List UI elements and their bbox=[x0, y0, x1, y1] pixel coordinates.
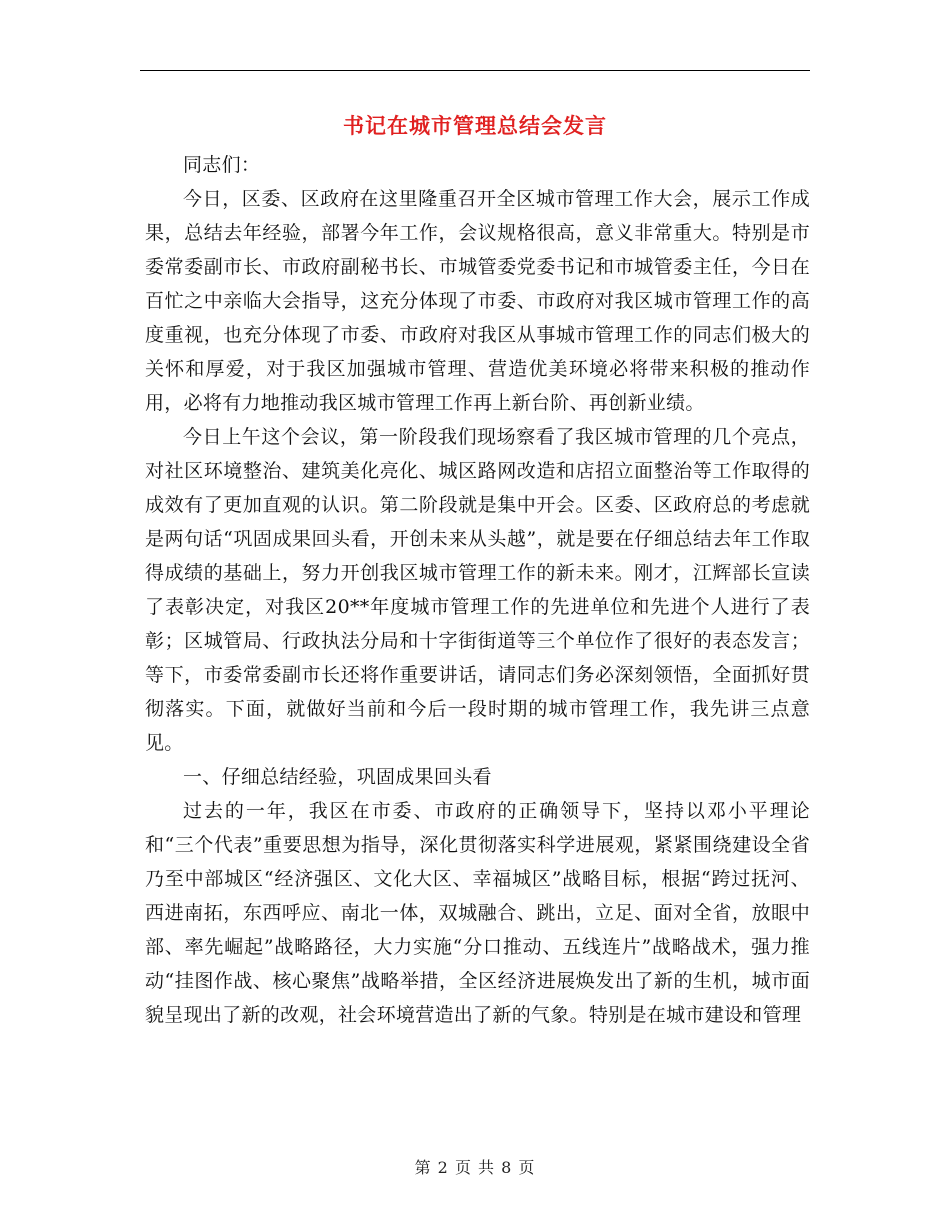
paragraph-opening: 今日，区委、区政府在这里隆重召开全区城市管理工作大会，展示工作成果，总结去年经验，部署今年工作，会议规格很高，意义非常重大。特别是市委常委副市长、市政府副秘书长、市城管委党委书记和市城管委主任，今日在百忙之中亲临大会指导，这充分体现了市委、市政府对我区城市管理工作的高度重视，也充分体现了市委、市政府对我区从事城市管理工作的同志们极大的关怀和厚爱，对于我区加强城市管理、营造优美环境必将带来积极的推动作用，必将有力地推动我区城市管理工作再上新台阶、再创新业绩。 bbox=[145, 188, 810, 414]
paragraph-review: 过去的一年，我区在市委、市政府的正确领导下，坚持以邓小平理论和“三个代表”重要思想为指导，深化贯彻落实科学进展观，紧紧围绕建设全省乃至中部城区“经济强区、文化大区、幸福城区”战略目标，根据“跨过抚河、西进南拓，东西呼应、南北一体，双城融合、跳出，立足、面对全省，放眼中部、率先崛起”战略路径，大力实施“分口推动、五线连片”战略战术，强力推动“挂图作战、核心聚焦”战略举措，全区经济进展焕发出了新的生机，城市面貌呈现出了新的改观，社会环境营造出了新的气象。特别是在城市建设和管理 bbox=[145, 800, 810, 1026]
section-heading-1: 一、仔细总结经验，巩固成果回头看 bbox=[183, 766, 492, 788]
document-title: 书记在城市管理总结会发言 bbox=[343, 113, 607, 138]
document-body bbox=[145, 148, 810, 1032]
salutation: 同志们： bbox=[183, 154, 261, 176]
paragraph-meeting: 今日上午这个会议，第一阶段我们现场察看了我区城市管理的几个亮点，对社区环境整治、建筑美化亮化、城区路网改造和店招立面整治等工作取得的成效有了更加直观的认识。第二阶段就是集中开会。区委、区政府总的考虑就是两句话“巩固成果回头看，开创未来从头越”，就是要在仔细总结去年工作取得成绩的基础上，努力开创我区城市管理工作的新未来。刚才，江辉部长宣读了表彰决定，对我区20**年度城市管理工作的先进单位和先进个人进行了表彰；区城管局、行政执法分局和十字街街道等三个单位作了很好的表态发言；等下，市委常委副市长还将作重要讲话，请同志们务必深刻领悟，全面抓好贯彻落实。下面，就做好当前和今后一段时期的城市管理工作，我先讲三点意见。 bbox=[145, 426, 810, 754]
page-number: 第 2 页 共 8 页 bbox=[414, 1158, 536, 1177]
header-rule bbox=[140, 70, 810, 71]
